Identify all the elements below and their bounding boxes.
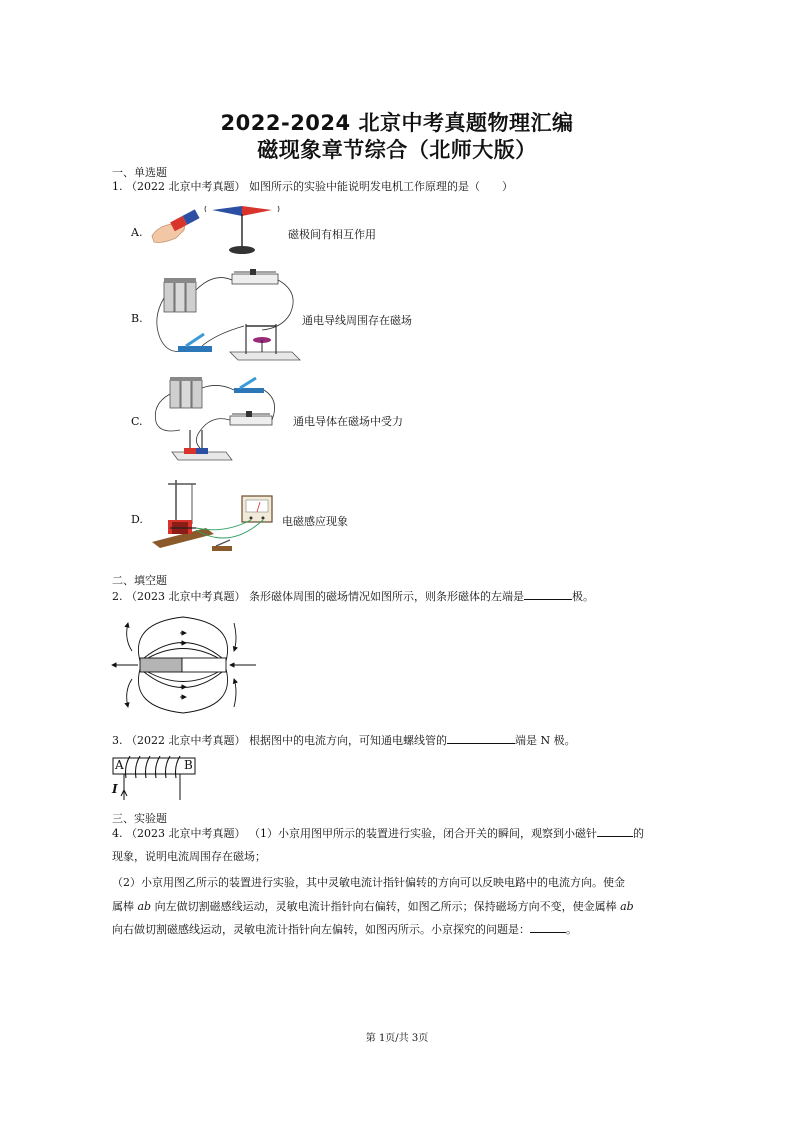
question-text: 属棒: [112, 900, 138, 913]
option-d-label: D.: [131, 513, 143, 526]
question-number: 2.: [112, 590, 123, 603]
option-b-caption: 通电导线周围存在磁场: [302, 314, 412, 327]
page-footer: 第 1页/共 3页: [365, 1033, 429, 1044]
document-subtitle: 磁现象章节综合（北师大版）: [257, 138, 537, 162]
current-label: I: [112, 782, 118, 796]
figure-electromagnetic-induction: [150, 474, 280, 556]
solenoid-label-a: A: [115, 758, 124, 772]
option-a-caption: 磁极间有相互作用: [288, 228, 376, 241]
rod-label: ab: [137, 900, 152, 913]
question-text: 如图所示的实验中能说明发电机工作原理的是（ ）: [249, 180, 513, 193]
rod-label: ab: [620, 900, 634, 913]
question-text-after: 极。: [572, 590, 594, 603]
option-d-caption: 电磁感应现象: [282, 515, 348, 528]
option-c-label: C.: [131, 415, 143, 428]
question-number: 3.: [112, 734, 123, 747]
question-source: （2022 北京中考真题）: [126, 180, 246, 193]
question-3: [112, 732, 576, 748]
option-b-label: B.: [131, 312, 143, 325]
figure-motor-principle: [150, 374, 280, 466]
question-4-line-2: 现象，说明电流周围存在磁场；: [112, 850, 266, 863]
figure-bar-magnet-field: [110, 613, 258, 717]
section-heading-fill-blank: 二、填空题: [112, 574, 167, 587]
question-number: 1.: [112, 180, 123, 193]
option-c-caption: 通电导体在磁场中受力: [293, 415, 403, 428]
question-1: [112, 180, 513, 194]
figure-oersted-circuit: [150, 268, 300, 364]
question-4-line-5: [112, 921, 686, 937]
document-title: 2022-2024 北京中考真题物理汇编: [220, 111, 574, 135]
answer-blank[interactable]: [447, 732, 515, 744]
question-4-line-1: [112, 825, 686, 841]
question-text: 向右做切割磁感线运动，灵敏电流计指针向左偏转，如图丙所示。小京探究的问题是：: [112, 923, 530, 936]
figure-compass-magnet: [150, 196, 290, 260]
question-text: （1）小京用图甲所示的装置进行实验，闭合开关的瞬间，观察到小磁针: [249, 827, 597, 840]
answer-blank[interactable]: [530, 921, 566, 933]
question-4-line-3: （2）小京用图乙所示的装置进行实验，其中灵敏电流计指针偏转的方向可以反映电路中的电流方向。使金: [112, 876, 625, 889]
figure-solenoid: [112, 756, 196, 800]
question-text: 。: [566, 923, 577, 936]
question-text-before: 根据图中的电流方向，可知通电螺线管的: [249, 734, 447, 747]
question-2: [112, 588, 594, 604]
question-4-line-4: [112, 898, 686, 914]
answer-blank[interactable]: [597, 825, 633, 837]
question-text: 向左做切割磁感线运动，灵敏电流计指针向右偏转，如图乙所示；保持磁场方向不变，使金属棒: [151, 900, 621, 913]
section-heading-experiment: 三、实验题: [112, 812, 167, 825]
question-number: 4.: [112, 827, 123, 840]
question-text: 的: [633, 827, 644, 840]
question-text-after: 端是 N 极。: [515, 734, 576, 747]
option-a-label: A.: [131, 226, 143, 239]
answer-blank[interactable]: [524, 588, 572, 600]
question-source: （2022 北京中考真题）: [126, 734, 246, 747]
question-source: （2023 北京中考真题）: [126, 827, 246, 840]
solenoid-label-b: B: [184, 758, 193, 772]
question-source: （2023 北京中考真题）: [126, 590, 246, 603]
section-heading-single-choice: 一、单选题: [112, 166, 167, 179]
question-text-before: 条形磁体周围的磁场情况如图所示，则条形磁体的左端是: [249, 590, 524, 603]
